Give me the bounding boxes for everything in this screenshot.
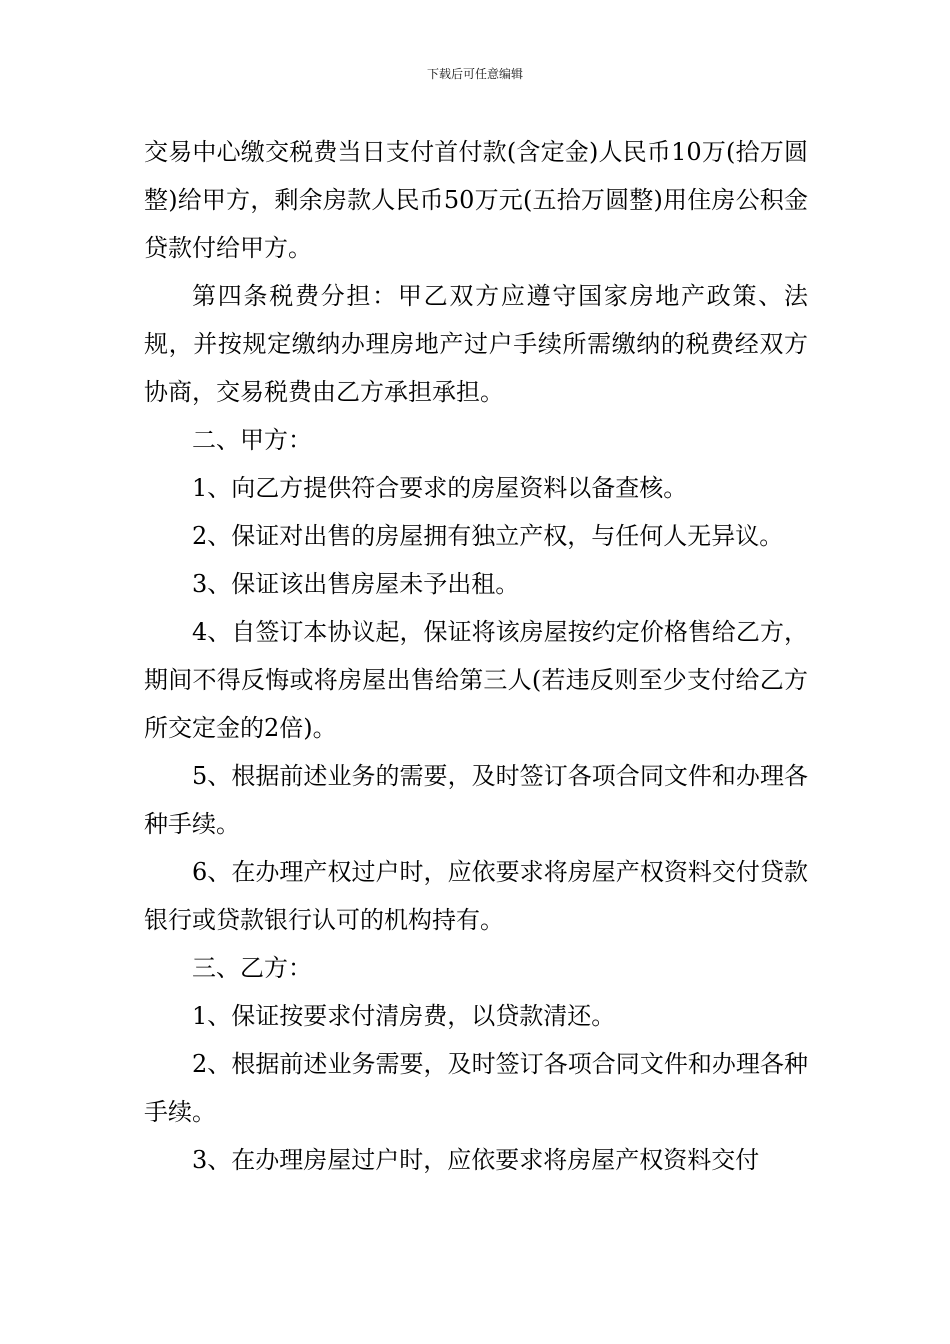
section-heading-party-a: 二、甲方：	[192, 426, 312, 454]
party-a-item-3: 3、保证该出售房屋未予出租。	[192, 570, 520, 598]
party-a-item-1: 1、向乙方提供符合要求的房屋资料以备查核。	[192, 474, 688, 502]
document-body	[144, 128, 808, 1184]
party-a-item-6: 6、在办理产权过户时，应依要求将房屋产权资料交付贷款银行或贷款银行认可的机构持有。	[144, 858, 808, 934]
party-a-item-5: 5、根据前述业务的需要，及时签订各项合同文件和办理各种手续。	[144, 762, 808, 838]
party-b-item-3: 3、在办理房屋过户时，应依要求将房屋产权资料交付	[192, 1146, 760, 1174]
paragraph-payment-terms: 交易中心缴交税费当日支付首付款(含定金)人民币10万(拾万圆整)给甲方，剩余房款人民币50万元(五拾万圆整)用住房公积金贷款付给甲方。	[144, 138, 808, 262]
party-a-item-4: 4、自签订本协议起，保证将该房屋按约定价格售给乙方，期间不得反悔或将房屋出售给第三人(若违反则至少支付给乙方所交定金的2倍)。	[144, 618, 808, 742]
party-b-item-2: 2、根据前述业务需要，及时签订各项合同文件和办理各种手续。	[144, 1050, 808, 1126]
party-a-item-2: 2、保证对出售的房屋拥有独立产权，与任何人无异议。	[192, 522, 784, 550]
section-heading-party-b: 三、乙方：	[192, 954, 312, 982]
paragraph-article-4-tax: 第四条税费分担：甲乙双方应遵守国家房地产政策、法规，并按规定缴纳办理房地产过户手续所需缴纳的税费经双方协商，交易税费由乙方承担承担。	[144, 282, 808, 406]
party-b-item-1: 1、保证按要求付清房费，以贷款清还。	[192, 1002, 616, 1030]
page-header-note: 下载后可任意编辑	[426, 67, 523, 81]
